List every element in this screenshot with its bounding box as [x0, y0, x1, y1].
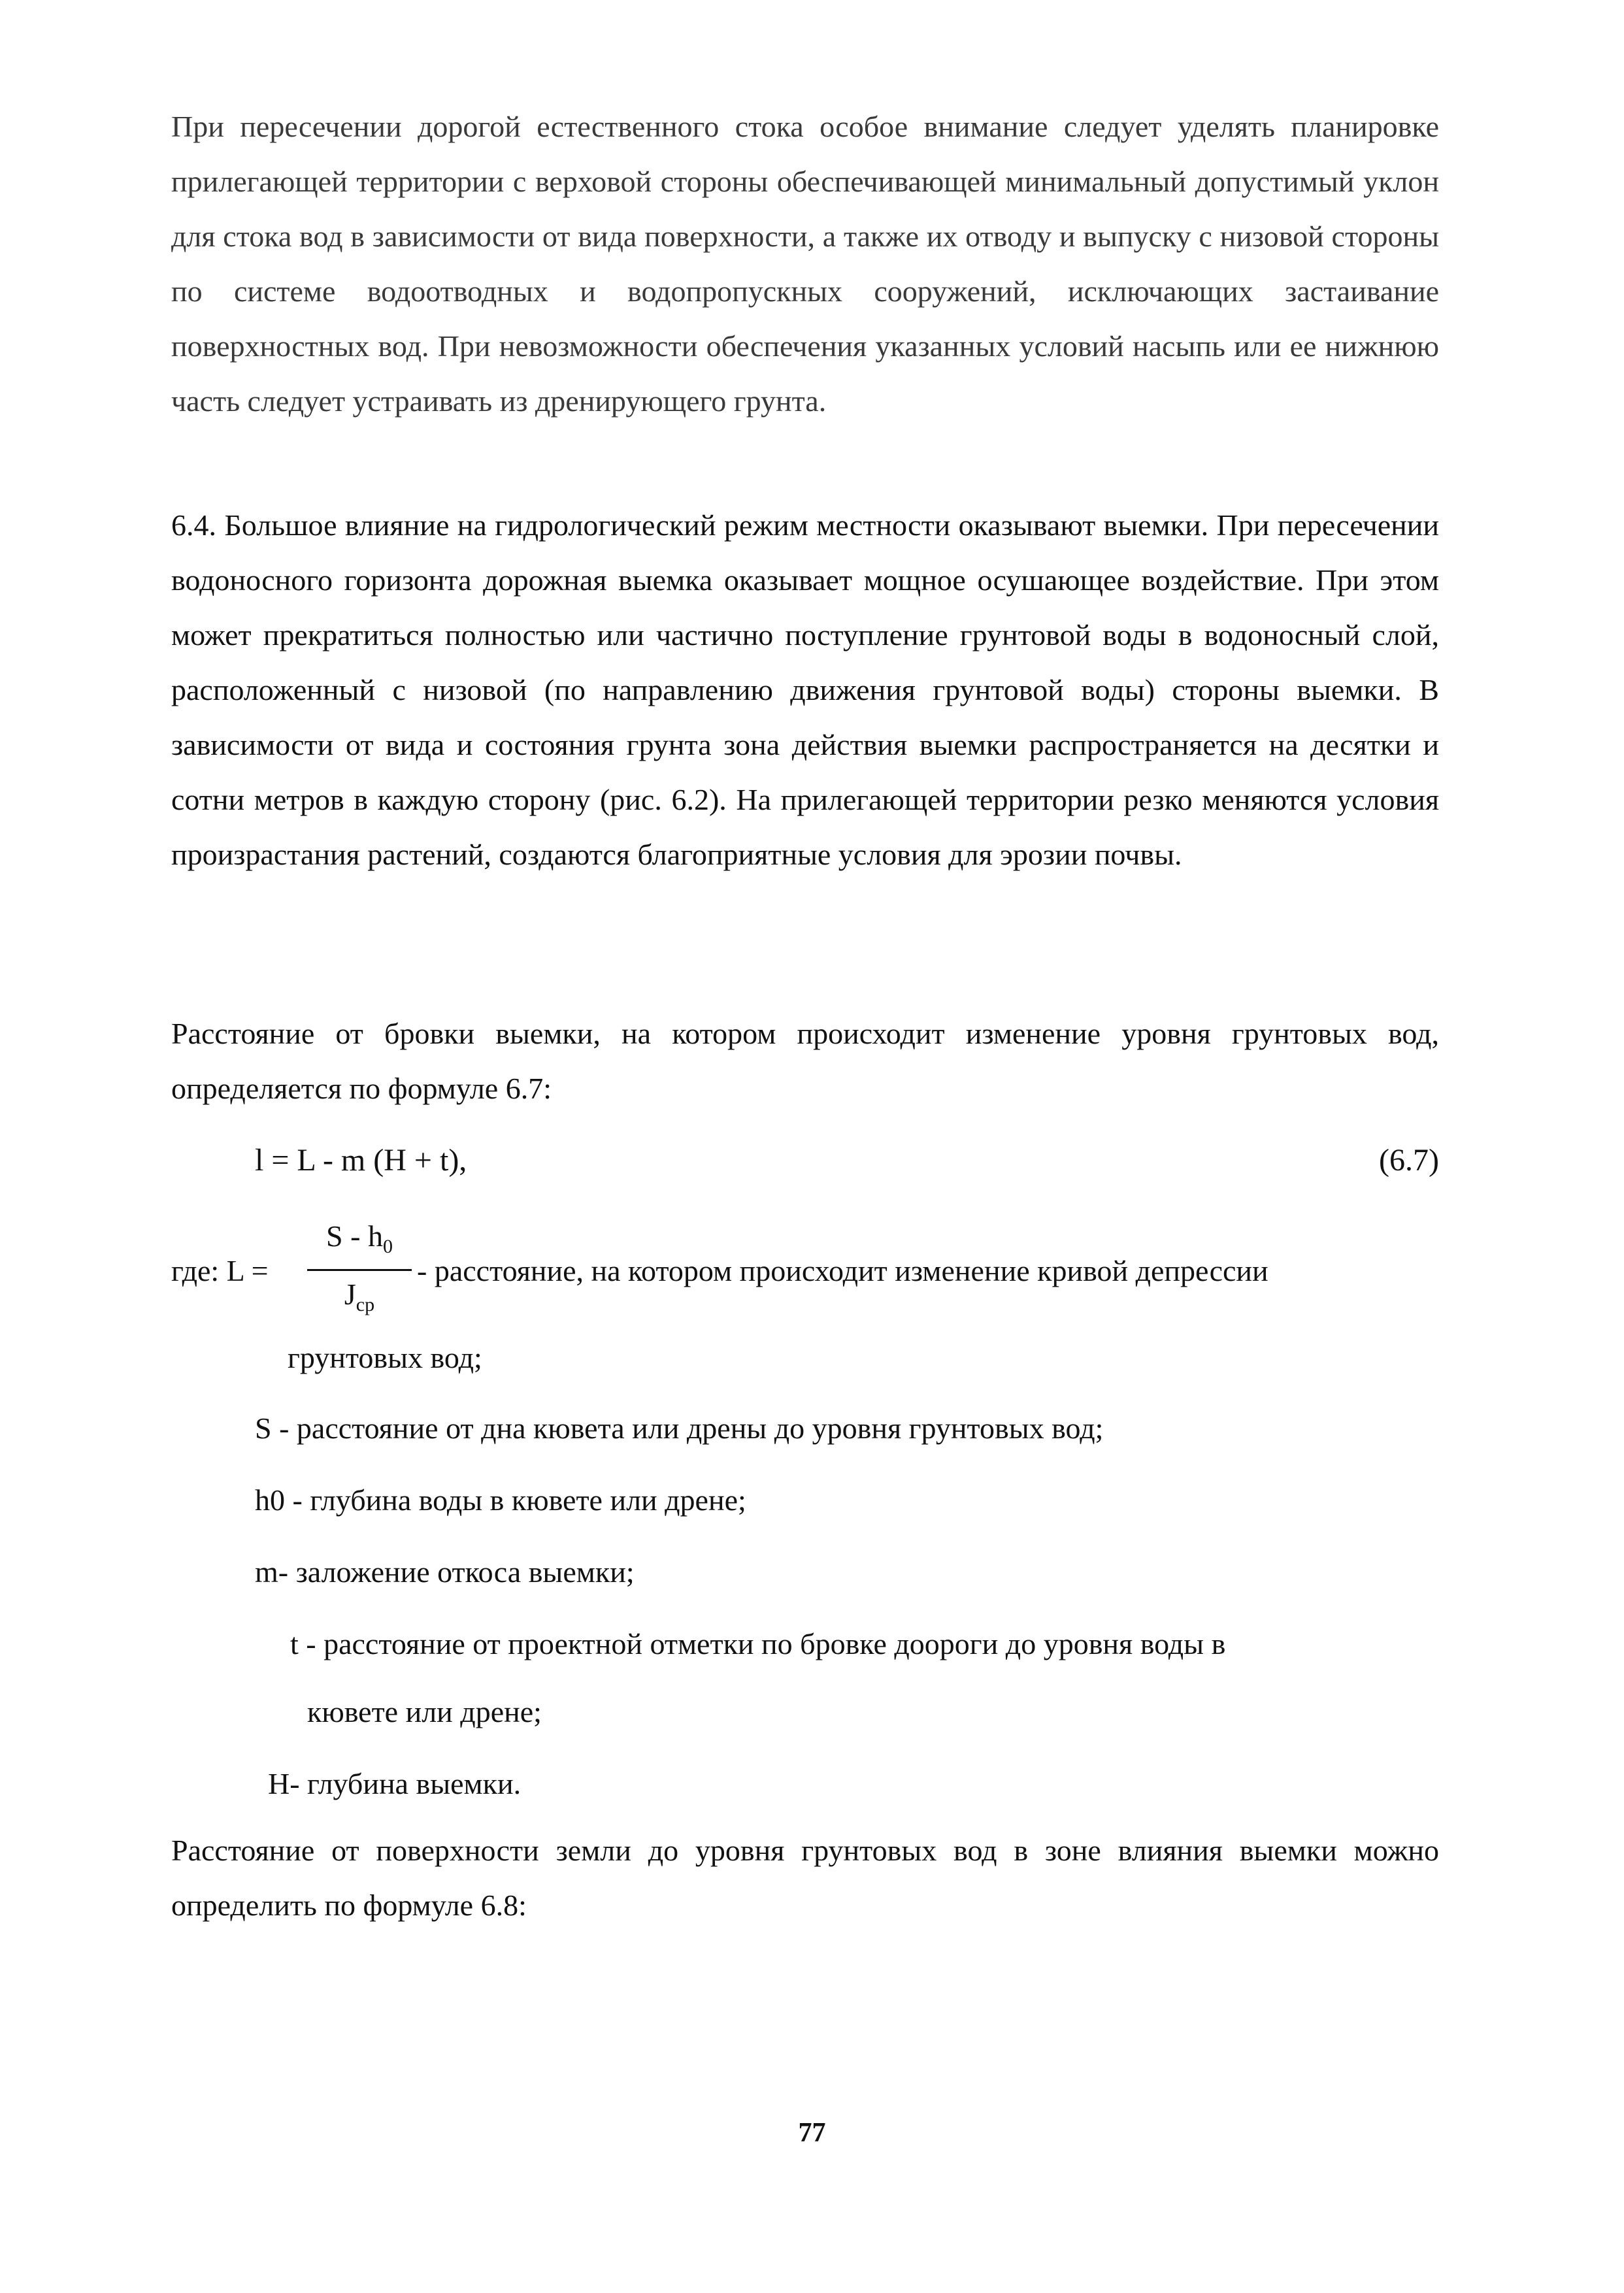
distance-paragraph-block: [171, 1006, 1439, 1116]
fraction-numerator: S - $h_0$: [326, 1219, 393, 1258]
intro-paragraph-block: [171, 99, 1439, 429]
distance-paragraph: Расстояние от бровки выемки, на котором происходит изменение уровня грунтовых вод, определяется по формуле 6.7:: [171, 1017, 1439, 1105]
final-paragraph: Расстояние от поверхности земли до уровня грунтовых вод в зоне влияния выемки можно определить по формуле 6.8:: [171, 1834, 1439, 1922]
intro-paragraph: При пересечении дорогой естественного стока особое внимание следует уделять планировке прилегающей территории с верховой стороны обеспечивающей минимальный допустимый уклон для стока вод в зависимости от вида поверхности, а также их отводу и выпуску с низовой стороны по системе водоотводных и водопропускных сооружений, исключающих застаивание поверхностных вод. При невозможности обеспечения указанных условий насыпь или ее нижнюю часть следует устраивать из дренирующего грунта.: [171, 110, 1439, 418]
formula-6-7: [171, 1142, 1439, 1197]
L-definition-continuation: грунтовых вод;: [288, 1341, 482, 1374]
h0-definition: h0 - глубина воды в кювете или дрене;: [255, 1483, 746, 1517]
section-6-4-paragraph: 6.4. Большое влияние на гидрологический режим местности оказывают выемки. При пересечении водоносного горизонта дорожная выемка оказывает мощное осушающее воздействие. При этом может прекратиться полностью или частично поступление грунтовой воды в водоносный слой, расположенный с низовой (по направлению движения грунтовой воды) стороны выемки. В зависимости от вида и состояния грунта зона действия выемки распространяется на десятки и сотни метров в каждую сторону (рис. 6.2). На прилегающей территории резко меняются условия произрастания растений, создаются благоприятные условия для эрозии почвы.: [171, 508, 1439, 871]
where-label: где: L =: [171, 1254, 269, 1287]
m-definition: m- заложение откоса выемки;: [255, 1555, 635, 1589]
section-6-4-block: [171, 498, 1439, 882]
page-number: 77: [798, 2118, 826, 2148]
L-definition-text: - расстояние, на котором происходит изменение кривой депрессии: [417, 1254, 1268, 1287]
formula-6-7-number: (6.7): [1379, 1143, 1439, 1178]
fraction-bar: [307, 1269, 412, 1271]
t-definition-continuation: кювете или дрене;: [307, 1695, 542, 1728]
H-definition: Н- глубина выемки.: [268, 1767, 522, 1800]
fraction-denominator: $J_{ср}$: [344, 1278, 375, 1316]
formula-6-7-expression: l = L - m (H + t),: [255, 1143, 467, 1178]
L-fraction: [307, 1217, 412, 1325]
final-paragraph-block: [171, 1823, 1439, 1933]
S-definition: S - расстояние от дна кювета или дрены до уровня грунтовых вод;: [255, 1411, 1104, 1445]
t-definition: t - расстояние от проектной отметки по бровке доороги до уровня воды в: [290, 1627, 1226, 1660]
where-L-definition: [171, 1217, 1452, 1334]
